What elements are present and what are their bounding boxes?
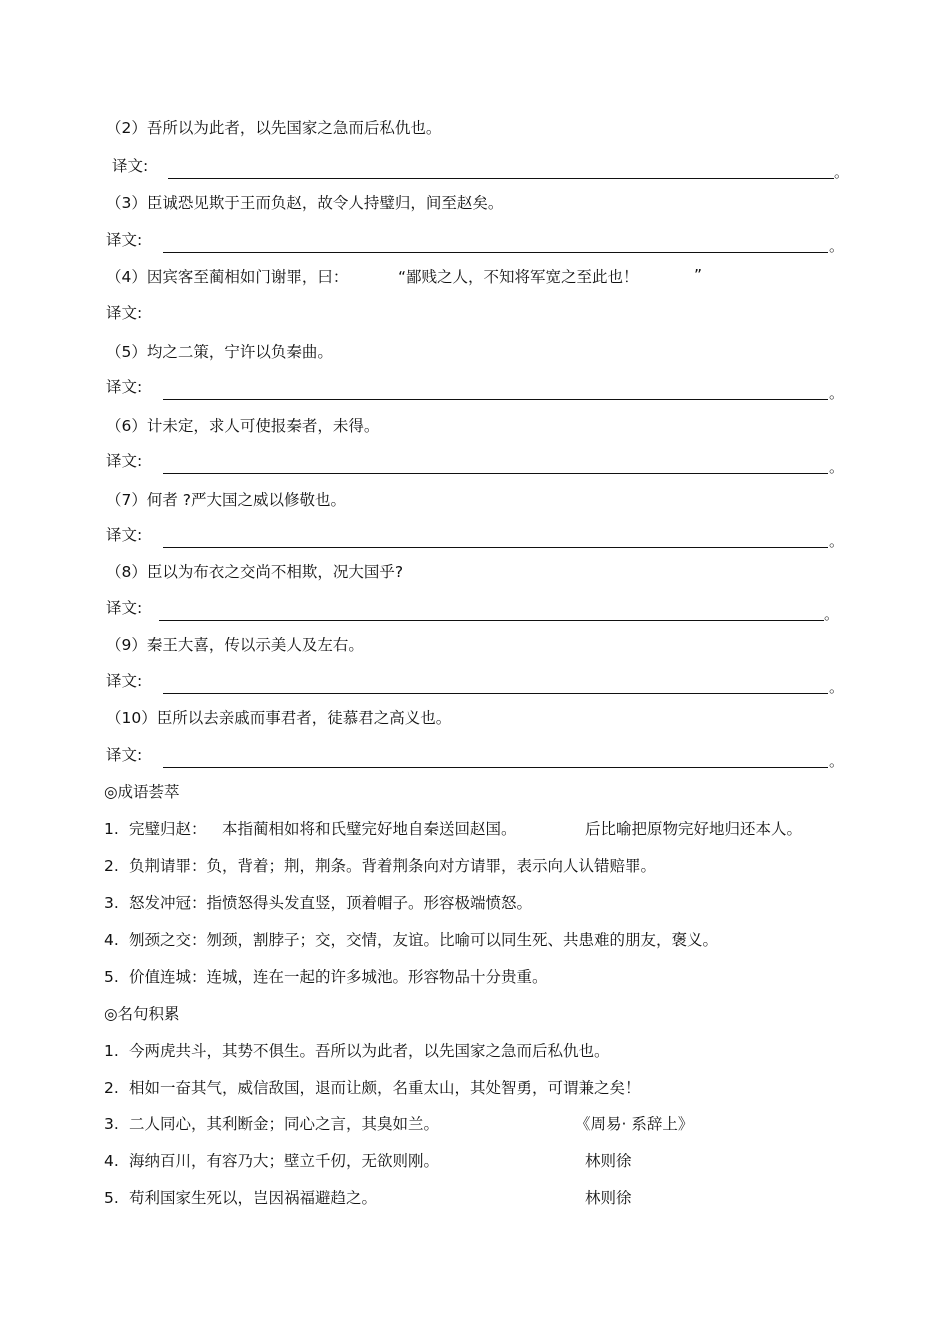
translation-label: 译文: [106, 304, 143, 322]
translation-answer-line[interactable] [163, 399, 828, 400]
quote-text: 相如一奋其气，威信敌国，退而让颇，名重太山，其处智勇，可谓兼之矣！ [129, 1079, 641, 1097]
quote-number: 4. [104, 1152, 119, 1170]
translation-label: 译文: [106, 746, 143, 764]
quote-number: 3. [104, 1115, 119, 1133]
quote-text: 苟利国家生死以，岂因祸福避趋之。 [129, 1189, 378, 1207]
translation-label: 译文: [106, 599, 143, 617]
quote-number: 5. [104, 1189, 119, 1207]
translation-answer-line[interactable] [163, 767, 828, 768]
idiom-number: 5. [104, 968, 119, 986]
exercise-sentence: （6）计未定，求人可使报秦者，未得。 [106, 417, 380, 435]
exercise-quote-close: ” [694, 266, 703, 284]
quote-source: 《周易· 系辞上》 [575, 1115, 694, 1133]
translation-label: 译文: [112, 157, 149, 175]
idiom-text: 本指蔺相如将和氏璧完好地自秦送回赵国。 [222, 820, 517, 838]
idiom-text: 刎颈之交：刎颈，割脖子；交，交情，友谊。比喻可以同生死、共患难的朋友，褒义。 [129, 931, 719, 949]
quote-source: 林则徐 [585, 1152, 632, 1170]
idiom-text: 后比喻把原物完好地归还本人。 [585, 820, 803, 838]
translation-answer-line[interactable] [163, 252, 828, 253]
idiom-text: 负荆请罪：负，背着；荆，荆条。背着荆条向对方请罪，表示向人认错赔罪。 [129, 857, 657, 875]
translation-answer-line[interactable] [163, 473, 828, 474]
exercise-sentence: （7）何者 ?严大国之威以修敬也。 [106, 491, 347, 509]
exercise-sentence: （9）秦王大喜，传以示美人及左右。 [106, 636, 364, 654]
exercise-sentence: （2）吾所以为此者，以先国家之急而后私仇也。 [106, 119, 442, 137]
translation-answer-line[interactable] [163, 547, 828, 548]
exercise-sentence: （5）均之二策，宁许以负秦曲。 [106, 343, 333, 361]
section-heading-quotes: ◎名句积累 [104, 1005, 180, 1023]
idiom-number: 4. [104, 931, 119, 949]
translation-label: 译文: [106, 378, 143, 396]
idiom-text: 完璧归赵： [129, 820, 207, 838]
quote-text: 二人同心，其利断金；同心之言，其臭如兰。 [129, 1115, 440, 1133]
translation-label: 译文: [106, 231, 143, 249]
quote-number: 2. [104, 1079, 119, 1097]
translation-label: 译文: [106, 452, 143, 470]
quote-text: 海纳百川，有容乃大；壁立千仞，无欲则刚。 [129, 1152, 440, 1170]
period-mark: 。 [829, 458, 845, 476]
exercise-quote: “鄙贱之人，不知将军宽之至此也！ [398, 268, 639, 286]
idiom-text: 怒发冲冠：指愤怒得头发直竖，顶着帽子。形容极端愤怒。 [129, 894, 533, 912]
quote-number: 1. [104, 1042, 119, 1060]
translation-answer-line[interactable] [159, 620, 824, 621]
period-mark: 。 [829, 532, 845, 550]
section-heading-idioms: ◎成语荟萃 [104, 783, 180, 801]
exercise-sentence: （8）臣以为布衣之交尚不相欺，况大国乎? [106, 563, 404, 581]
exercise-sentence: （10）臣所以去亲戚而事君者，徒慕君之高义也。 [106, 709, 452, 727]
translation-answer-line[interactable] [163, 693, 828, 694]
period-mark: 。 [829, 752, 845, 770]
period-mark: 。 [824, 605, 840, 623]
period-mark: 。 [829, 678, 845, 696]
exercise-sentence: （4）因宾客至蔺相如门谢罪，曰： [106, 268, 349, 286]
idiom-text: 价值连城：连城，连在一起的许多城池。形容物品十分贵重。 [129, 968, 548, 986]
quote-text: 今两虎共斗，其势不俱生。吾所以为此者，以先国家之急而后私仇也。 [129, 1042, 610, 1060]
idiom-number: 1. [104, 820, 119, 838]
translation-label: 译文: [106, 672, 143, 690]
idiom-number: 3. [104, 894, 119, 912]
period-mark: 。 [829, 384, 845, 402]
exercise-sentence: （3）臣诚恐见欺于王而负赵，故令人持璧归，间至赵矣。 [106, 194, 504, 212]
idiom-number: 2. [104, 857, 119, 875]
translation-label: 译文: [106, 526, 143, 544]
period-mark: 。 [834, 163, 850, 181]
period-mark: 。 [829, 237, 845, 255]
translation-answer-line[interactable] [168, 178, 834, 179]
quote-source: 林则徐 [585, 1189, 632, 1207]
